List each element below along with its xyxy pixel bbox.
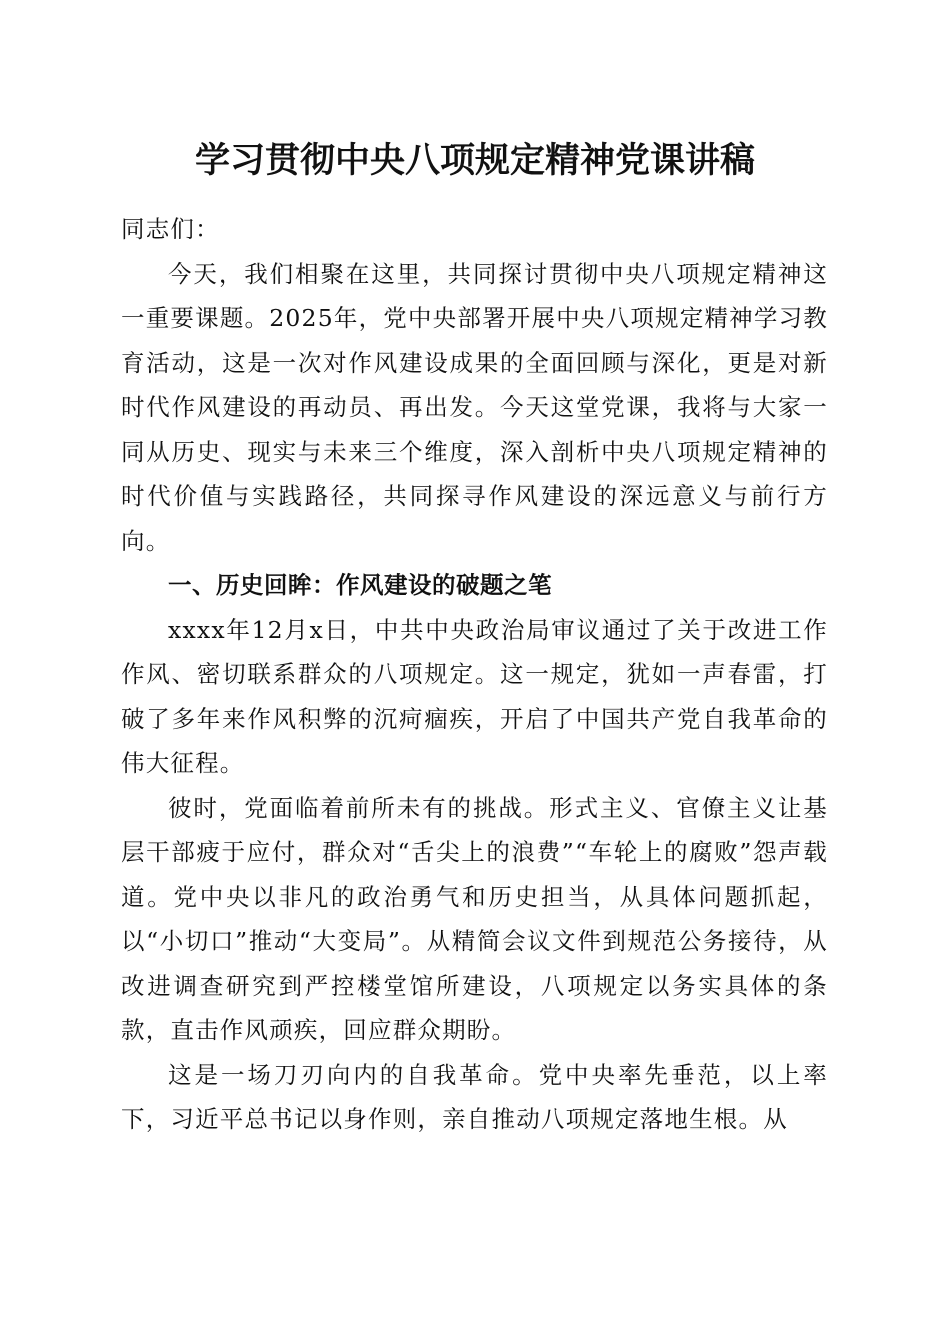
body-paragraph: 这是一场刀刃向内的自我革命。党中央率先垂范，以上率下，习近平总书记以身作则，亲自推动八项规定落地生根。从 [121, 1060, 828, 1133]
section-heading: 一、历史回眸：作风建设的破题之笔 [168, 571, 552, 599]
salutation: 同志们： [121, 215, 220, 243]
intro-paragraph: 今天，我们相聚在这里，共同探讨贯彻中央八项规定精神这一重要课题。2025年，党中央部署开展中央八项规定精神学习教育活动，这是一次对作风建设成果的全面回顾与深化，更是对新时代作风建设的再动员、再出发。今天这堂党课，我将与大家一同从历史、现实与未来三个维度，深入剖析中央八项规定精神的时代价值与实践路径，共同探寻作风建设的深远意义与前行方向。 [121, 259, 828, 555]
body-paragraph: 彼时，党面临着前所未有的挑战。形式主义、官僚主义让基层干部疲于应付，群众对“舌尖上的浪费”“车轮上的腐败”怨声载道。党中央以非凡的政治勇气和历史担当，从具体问题抓起，以“小切口”推动“大变局”。从精简会议文件到规范公务接待，从改进调查研究到严控楼堂馆所建设，八项规定以务实具体的条款，直击作风顽疾，回应群众期盼。 [121, 793, 828, 1044]
document-body [121, 207, 828, 1142]
body-paragraph: xxxx年12月x日，中共中央政治局审议通过了关于改进工作作风、密切联系群众的八项规定。这一规定，犹如一声春雷，打破了多年来作风积弊的沉疴痼疾，开启了中国共产党自我革命的伟大征程。 [121, 615, 828, 777]
document-title: 学习贯彻中央八项规定精神党课讲稿 [194, 141, 755, 181]
